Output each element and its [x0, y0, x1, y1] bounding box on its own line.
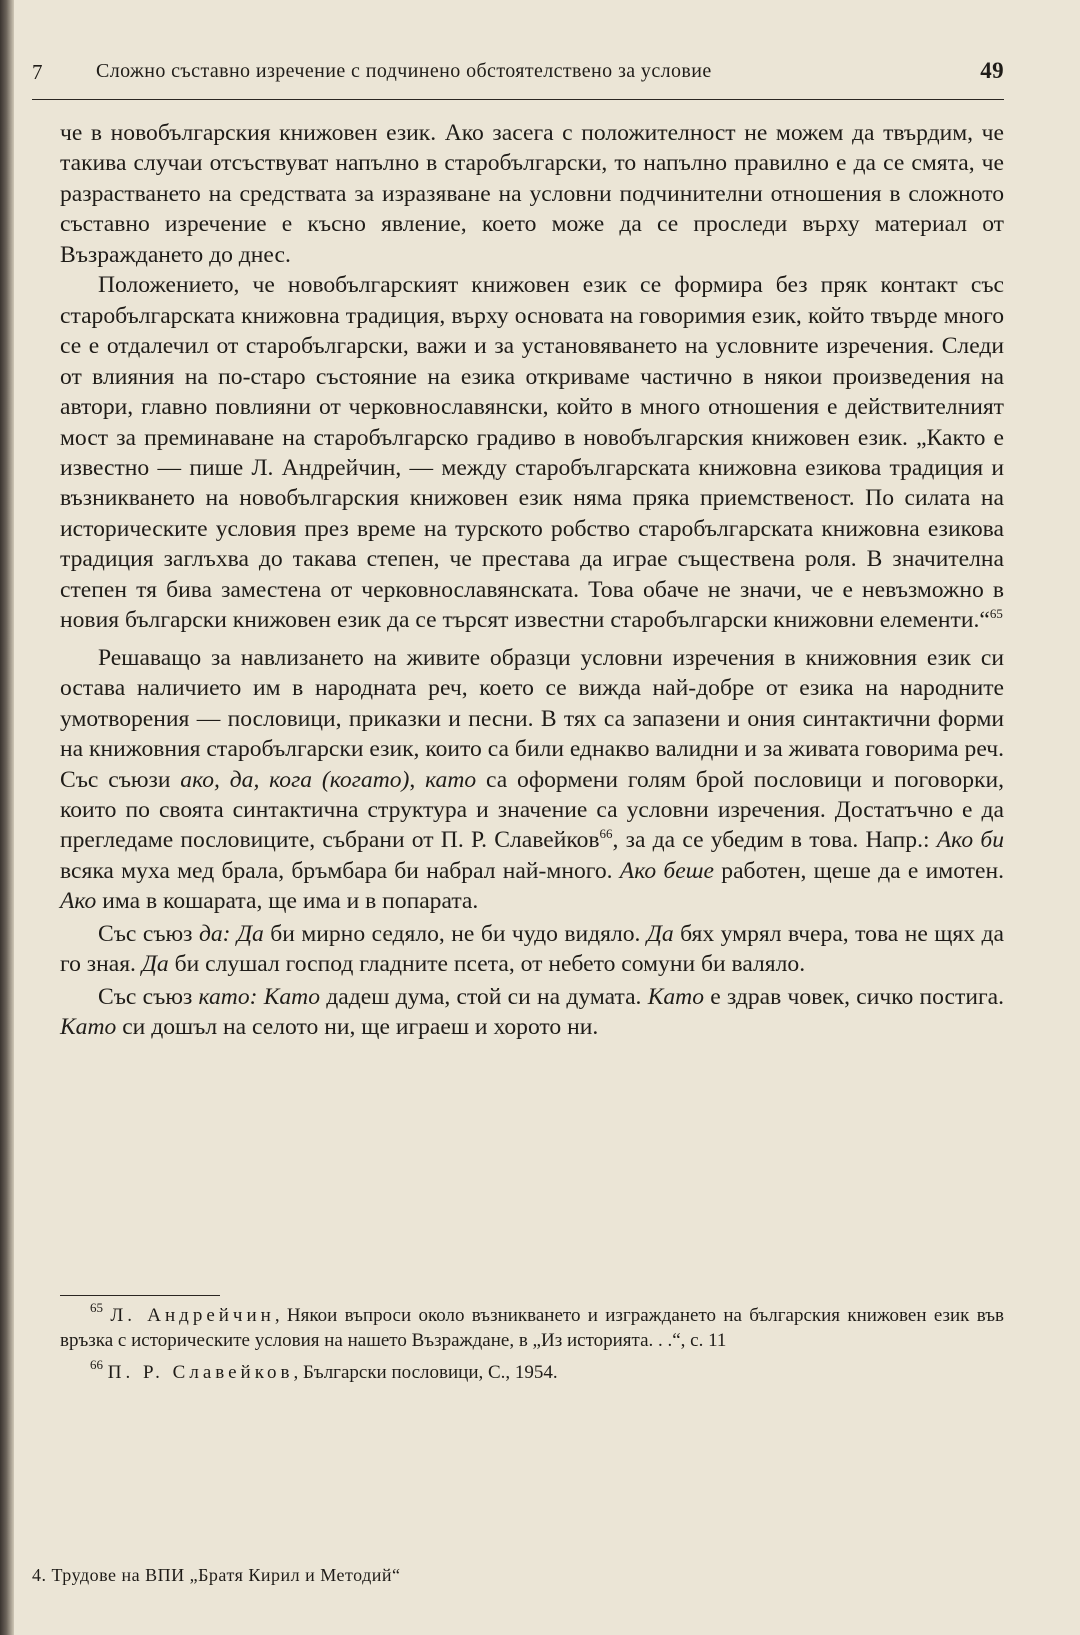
footnote-66-author: П. Р. Славейков	[107, 1362, 294, 1384]
paragraph-4-text-c: би мирно седяло, не би чудо видяло.	[263, 920, 647, 947]
paragraph-4-text-g: би слушал господ гладните псета, от небето сомуни би валяло.	[168, 951, 806, 978]
main-text	[60, 118, 1004, 1043]
paragraph-2-text: Положението, че новобългарският книжовен език се формира без пряк контакт със старобългарската книжовна традиция, върху основата на говоримия език, който твърде много се е отдалечил от старобългарски, важи и за установяването на условните изречения. Следи от влияния на по-старо състояние на езика откриваме частично в някои произведения на автори, главно повлияни от черковнославянски, който в много отношения е действителният мост за преминаване на старобългарско градиво в новобългарския книжовен език. „Както е известно — пише Л. Андрейчин, — между старобългарската книжовна езикова традиция и възникването на новобългарския книжовен език няма пряка приемственост. По силата на историческите условия през време на турското робство старобългарската книжовна езикова традиция заглъхва до такава степен, че престава да играе съществена роля. В значителна степен тя бива заместена от черковнославянската. Това обаче не значи, че е невъзможно в новия български книжовен език да се търсят известни старобългарски книжовни елементи.“	[60, 272, 1004, 634]
paragraph-3-text-b: ,	[409, 766, 426, 793]
paragraph-4	[60, 919, 1004, 980]
paragraph-5-kato-2: Като	[647, 983, 704, 1010]
paragraph-5-text-g: си дошъл на селото ни, ще играеш и хорото ни.	[116, 1014, 599, 1041]
paragraph-3-text-c: са оформени голям брой пословици и поговорки, които по своята синтактична структура и значение са условни изречения. Достатъчно е да прегледаме пословиците, събрани от П. Р. Славейков	[60, 766, 1004, 854]
footnote-rule	[60, 1295, 220, 1296]
footnotes	[60, 1300, 1004, 1386]
footnote-65-number: 65	[90, 1300, 103, 1315]
paragraph-3-conjunctions: ако, да, кога (когато)	[180, 766, 410, 793]
example-text-2: работен, щеше да е имотен.	[714, 857, 1004, 884]
book-binding-shadow	[0, 0, 14, 1635]
paragraph-4-conj-da: да: Да	[198, 920, 264, 947]
paragraph-2	[60, 270, 1004, 635]
running-title: Сложно съставно изречение с подчинено обстоятелствено за условие	[96, 60, 712, 82]
paragraph-3-conjunction-kato: като	[425, 766, 477, 793]
paragraph-1: че в новобългарския книжовен език. Ако засега с положителност не можем да твърдим, че такива случаи отсъствуват напълно в старобългарски, то напълно правилно е да се смята, че разрастването на средствата за изразяване на условни подчинителни отношения в сложното съставно изречение е късно явление, което може да се проследи върху материал от Възраждането до днес.	[60, 120, 1004, 268]
paragraph-4-da-2: Да	[646, 920, 674, 947]
paragraph-5-kato-3: Като	[60, 1014, 117, 1041]
footnote-65-author: Л. Андрейчин	[110, 1305, 275, 1326]
paragraph-5-conj-kato: като: Като	[198, 983, 321, 1010]
paragraph-4-da-3: Да	[141, 951, 169, 978]
footnote-65-text: , Някои въпроси около възникването и изграждането на българския книжовен език във връзка с историческите условия на нашето Възраждане, в „Из историята. . .“, с. 11	[60, 1305, 1004, 1351]
paragraph-3	[60, 643, 1004, 917]
paragraph-4-text-e: бях умрял вчера, това не щях да го зная.	[60, 920, 1004, 978]
paragraph-3-text-a: Решаващо за навлизането на живите образци условни изречения в книжовния език си остава наличието им в народната реч, което се вижда най-добре от езика на народните умотворения — пословици, приказки и песни. В тях са запазени и ония синтактични форми на книжовния старобългарски език, които са били еднакво валидни и за живата говорима реч. Със съюзи	[60, 644, 1004, 793]
running-header	[32, 58, 1004, 92]
paragraph-5	[60, 982, 1004, 1043]
footnote-ref-66: 66	[599, 826, 613, 842]
footnote-66	[60, 1357, 1004, 1386]
footnote-66-text: , Български пословици, С., 1954.	[293, 1362, 558, 1384]
example-text-1: всяка муха мед брала, бръмбара би набрал най-много.	[60, 857, 620, 884]
paragraph-4-text-a: Със съюз	[98, 920, 199, 947]
footnote-65	[60, 1300, 1004, 1353]
example-text-3: има в кошарата, ще има и в попарата.	[96, 888, 479, 915]
paragraph-3-text-d: , за да се убедим в това. Напр.:	[612, 827, 937, 854]
example-ako: Ако	[60, 888, 97, 915]
signature-line: 4. Трудове на ВПИ „Братя Кирил и Методий“	[32, 1565, 401, 1585]
footnote-66-number: 66	[90, 1357, 103, 1373]
example-ako-bi: Ако би	[936, 827, 1004, 854]
paragraph-5-text-e: е здрав човек, сичко постига.	[704, 983, 1005, 1010]
paragraph-5-text-c: дадеш дума, стой си на думата.	[320, 983, 648, 1010]
footnote-ref-65: 65	[989, 606, 1003, 622]
example-ako-beshe: Ако беше	[619, 857, 715, 884]
page-number: 49	[980, 58, 1004, 83]
header-rule	[32, 99, 1004, 100]
chapter-number: 7	[32, 60, 43, 84]
paragraph-5-text-a: Със съюз	[98, 983, 199, 1010]
